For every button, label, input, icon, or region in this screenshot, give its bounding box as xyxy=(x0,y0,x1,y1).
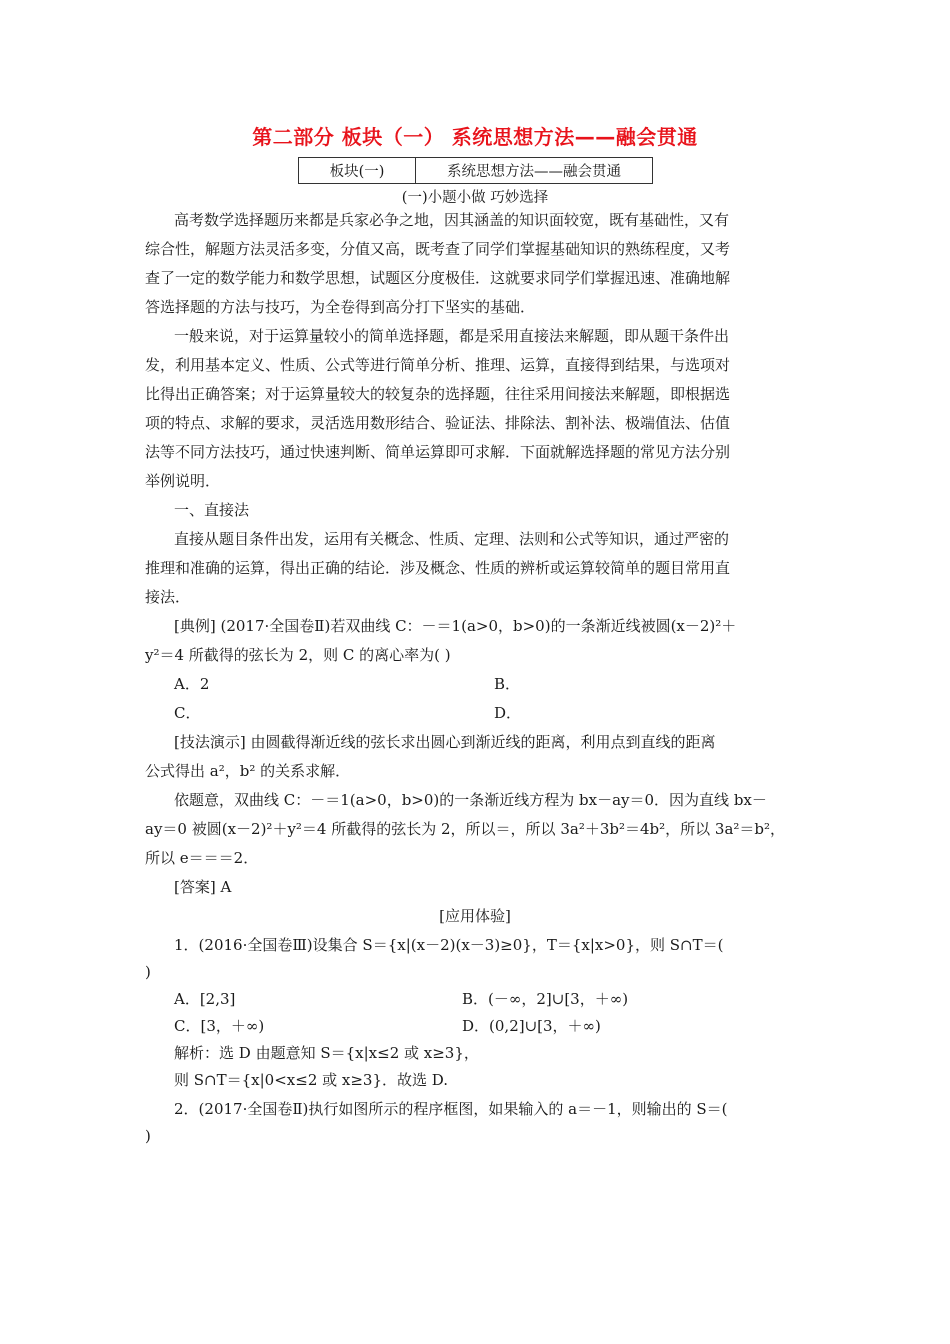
paragraph-line: 推理和准确的运算，得出正确的结论．涉及概念、性质的辨析或运算较简单的题目常用直 xyxy=(145,559,731,577)
q1-option-d: D．(0,2]∪[3，＋∞) xyxy=(462,1017,601,1035)
paragraph-line: 答选择题的方法与技巧，为全卷得到高分打下坚实的基础． xyxy=(145,298,536,316)
paragraph-line: 接法． xyxy=(145,588,191,606)
solution-line: 依题意，双曲线 C：－＝1(a>0，b>0)的一条渐近线方程为 bx－ay＝0．因为直线 bx－ xyxy=(174,791,767,809)
paragraph-line: 高考数学选择题历来都是兵家必争之地，因其涵盖的知识面较宽，既有基础性，又有 xyxy=(174,211,730,229)
option-c: C． xyxy=(174,704,201,722)
option-d: D． xyxy=(494,704,522,722)
section-heading: 一、直接法 xyxy=(174,501,250,519)
question-1: 1．(2016·全国卷Ⅲ)设集合 S＝{x|(x－2)(x－3)≥0}，T＝{x|x>0}，则 S∩T＝( xyxy=(174,936,724,954)
paragraph-line: 法等不同方法技巧，通过快速判断、简单运算即可求解．下面就解选择题的常见方法分别 xyxy=(145,443,731,461)
section-box-right: 系统思想方法——融会贯通 xyxy=(447,164,621,180)
paragraph-line: 项的特点、求解的要求，灵活选用数形结合、验证法、排除法、割补法、极端值法、估值 xyxy=(145,414,731,432)
option-a: A．2 xyxy=(174,675,210,693)
section-box-left: 板块(一) xyxy=(299,158,416,183)
analysis-line: 解析：选 D 由题意知 S＝{x|x≤2 或 x≥3}， xyxy=(174,1044,479,1062)
page-title: 第二部分 板块（一） 系统思想方法——融会贯通 xyxy=(252,125,698,149)
question-2: 2．(2017·全国卷Ⅱ)执行如图所示的程序框图，如果输入的 a＝－1，则输出的 S＝( xyxy=(174,1100,728,1118)
example-line: y²＝4 所截得的弦长为 2，则 C 的离心率为( ) xyxy=(145,646,451,664)
q1-option-c: C．[3，＋∞) xyxy=(174,1017,265,1035)
solution-line: ay＝0 被圆(x－2)²＋y²＝4 所截得的弦长为 2，所以＝，所以 3a²＋3b²＝4b²，所以 3a²＝b²， xyxy=(145,820,786,838)
paragraph-line: 发，利用基本定义、性质、公式等进行简单分析、推理、运算，直接得到结果，与选项对 xyxy=(145,356,731,374)
solution-line: 所以 e＝＝＝2． xyxy=(145,849,259,867)
paragraph-line: 查了一定的数学能力和数学思想，试题区分度极佳．这就要求同学们掌握迅速、准确地解 xyxy=(145,269,731,287)
example-line: [典例] (2017·全国卷Ⅱ)若双曲线 C：－＝1(a>0，b>0)的一条渐近线被圆(x－2)²＋ xyxy=(174,617,737,635)
q1-option-b: B．(－∞，2]∪[3，＋∞) xyxy=(462,990,629,1008)
paragraph-line: 比得出正确答案；对于运算量较大的较复杂的选择题，往往采用间接法来解题，即根据选 xyxy=(145,385,731,403)
apply-title: [应用体验] xyxy=(439,907,511,925)
paragraph-line: 直接从题目条件出发，运用有关概念、性质、定理、法则和公式等知识，通过严密的 xyxy=(174,530,730,548)
question-1-cont: ) xyxy=(145,963,151,981)
paragraph-line: 综合性，解题方法灵活多变，分值又高，既考查了同学们掌握基础知识的熟练程度，又考 xyxy=(145,240,731,258)
paragraph-line: 举例说明． xyxy=(145,472,221,490)
option-b: B． xyxy=(494,675,521,693)
analysis-line: 则 S∩T＝{x|0<x≤2 或 x≥3}．故选 D. xyxy=(174,1071,449,1089)
skill-line: [技法演示] 由圆截得渐近线的弦长求出圆心到渐近线的距离，利用点到直线的距离 xyxy=(174,733,716,751)
paragraph-line: 一般来说，对于运算量较小的简单选择题，都是采用直接法来解题，即从题干条件出 xyxy=(174,327,730,345)
section-header-box xyxy=(298,157,653,184)
skill-line: 公式得出 a²，b² 的关系求解． xyxy=(145,762,351,780)
q1-option-a: A．[2,3] xyxy=(174,990,236,1008)
answer-line: [答案] A xyxy=(174,878,232,896)
question-2-cont: ) xyxy=(145,1127,151,1145)
subheading: (一)小题小做 巧妙选择 xyxy=(401,190,549,206)
